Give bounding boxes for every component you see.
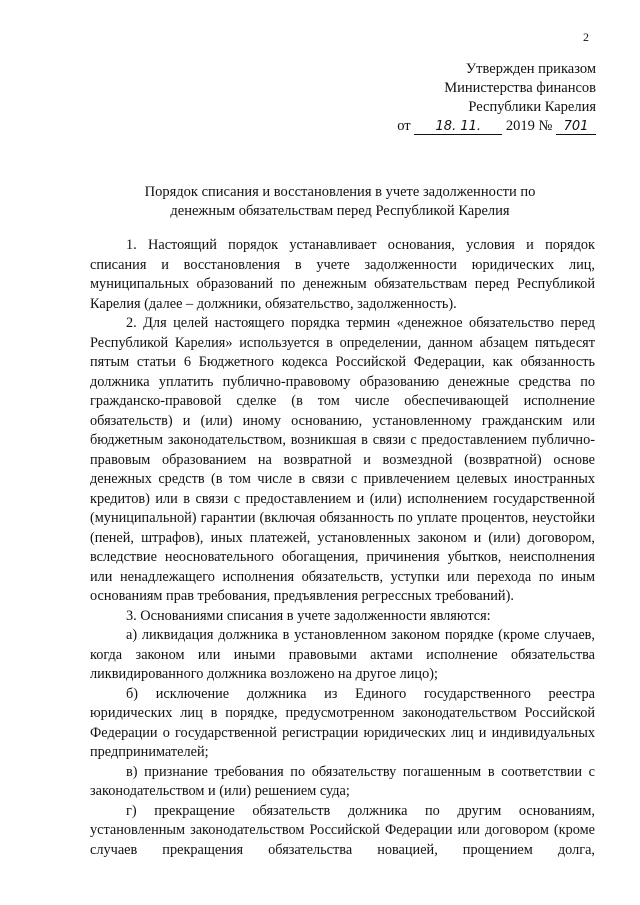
handwritten-date: 18. 11. <box>414 119 502 135</box>
approval-year-number-label: 2019 № <box>505 118 553 134</box>
paragraph-1: 1. Настоящий порядок устанавливает основания, условия и порядок списания и восстановления в учете задолженности юридических лиц, муниципальных образований по денежным обязательствам перед Республикой Карелия (далее – должники, обязательство, задолженность). <box>90 237 595 312</box>
paragraph-3v: в) признание требования по обязательству погашенным в соответствии с законодательством и (или) решением суда; <box>90 763 595 799</box>
document-body <box>90 236 595 860</box>
paragraph-3b: б) исключение должника из Единого государственного реестра юридических лиц в порядке, предусмотренном законодательством Российской Федерации о государственной регистрации юридических лиц и индивидуальных предпринимателей; <box>90 685 595 760</box>
approval-from-prefix: от <box>397 118 411 134</box>
document-title-line-1: Порядок списания и восстановления в учете задолженности по <box>144 184 536 200</box>
paragraph-3: 3. Основаниями списания в учете задолженности являются: <box>126 607 491 624</box>
approval-block <box>397 60 596 136</box>
approval-line-3: Республики Карелия <box>468 99 596 115</box>
approval-line-1: Утвержден приказом <box>465 61 596 77</box>
page-number: 2 <box>583 30 589 44</box>
document-title <box>110 183 570 221</box>
document-title-line-2: денежным обязательствам перед Республикой Карелия <box>170 203 510 219</box>
paragraph-3g: г) прекращение обязательств должника по другим основаниям, установленным законодательством Российской Федерации или договором (кроме случаев прекращения обязательства новацией, прощением долга, <box>90 802 595 858</box>
approval-date-line <box>397 117 596 136</box>
paragraph-3a: а) ликвидация должника в установленном законом порядке (кроме случаев, когда законом или иными правовыми актами исполнение обязательства ликвидированного должника возложено на другое лицо); <box>90 627 595 682</box>
handwritten-order-number: 701 <box>556 119 596 135</box>
approval-line-2: Министерства финансов <box>444 80 596 96</box>
paragraph-2: 2. Для целей настоящего порядка термин «денежное обязательство перед Республикой Карелия» используется в определении, данном абзацем пятьдесят пятым статьи 6 Бюджетного кодекса Российской Федерации, как обязанность должника уплатить публично-правовому образованию денежные средства по гражданско-правовой сделке (в том числе обеспечивающей исполнение обязательств) и (или) иному основанию, установленному гражданским или бюджетным законодательством, возникшая в связи с предоставлением публично-правовым образованием на возвратной и возмездной (возвратной) основе денежных средств (в том числе в связи с привлечением целевых иностранных кредитов) или в связи с предоставлением и (или) исполнением государственной (муниципальной) гарантии (включая обязанность по уплате процентов, неустойки (пеней, штрафов), иных платежей, установленных законом и (или) договором, вследствие неосновательного обогащения, причинения убытков, неисполнения или ненадлежащего исполнения обязательств, уступки или перехода по иным основаниям прав требования, предъявления регрессных требований). <box>90 315 595 604</box>
